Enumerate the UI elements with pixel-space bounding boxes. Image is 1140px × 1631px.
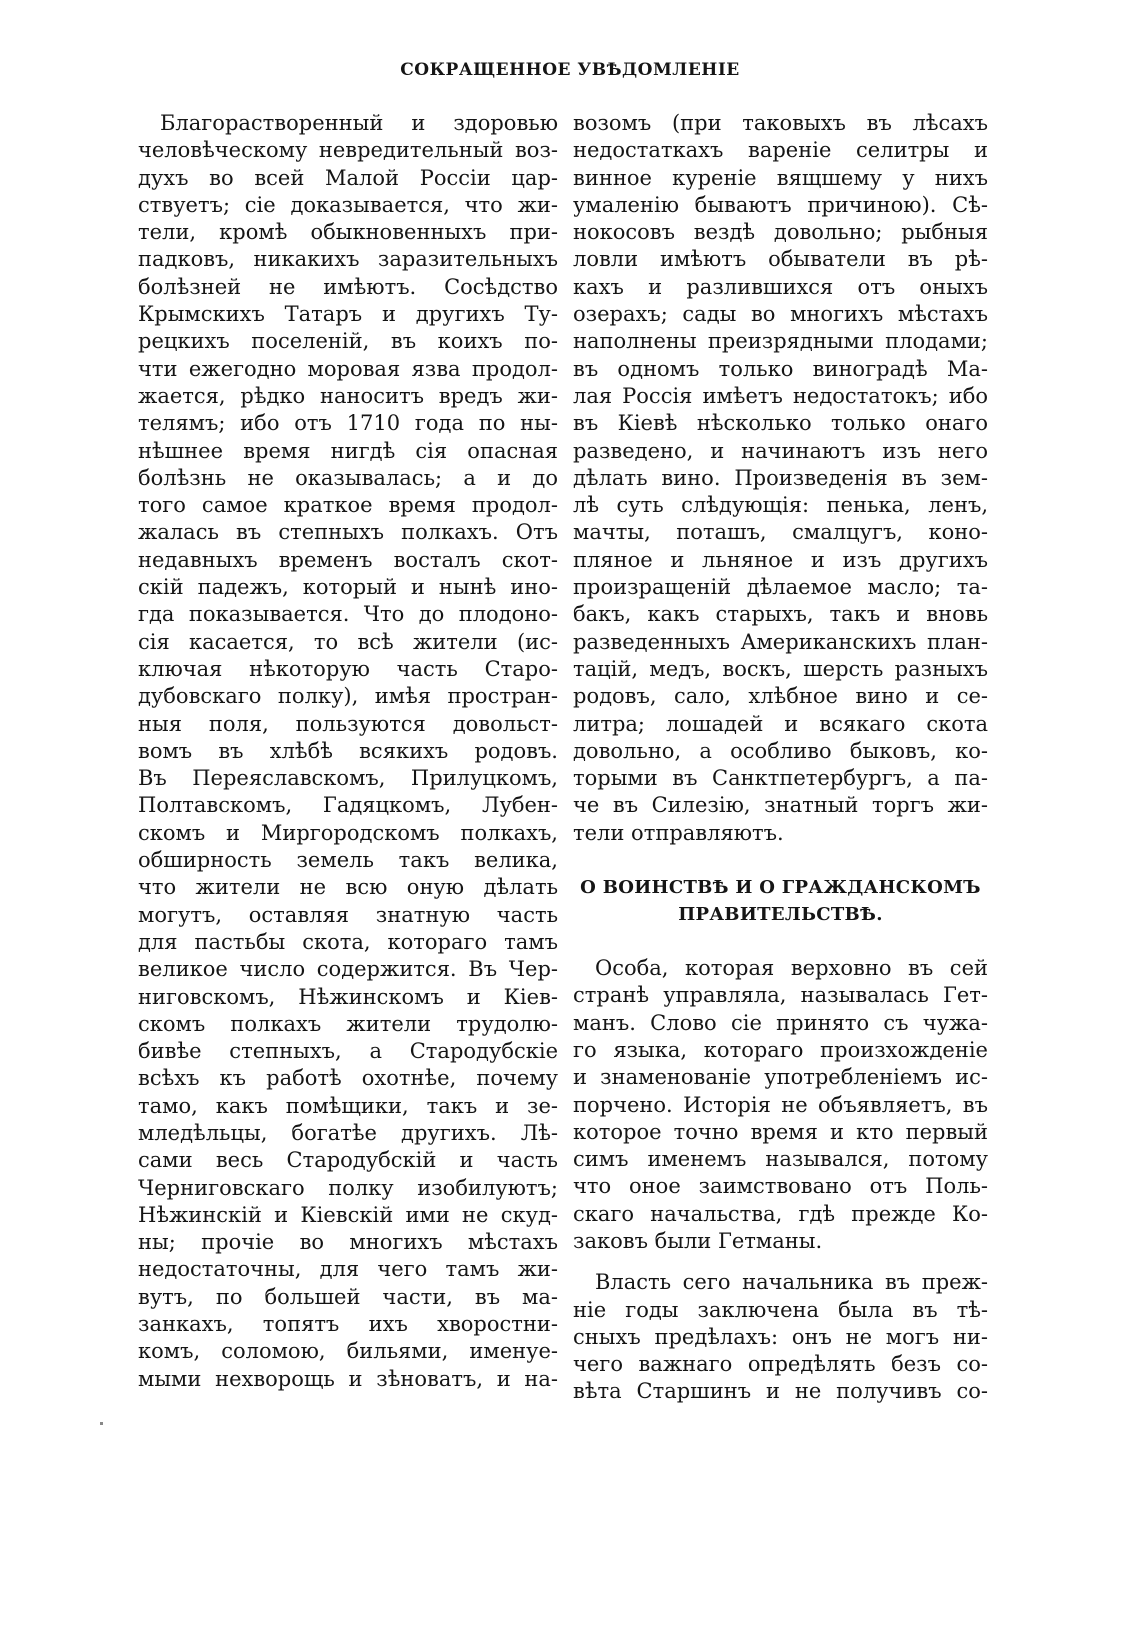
text-line: болѣзнь не оказывалась; а и до: [138, 465, 558, 490]
text-line: порчено. Исторія не объявляетъ, въ: [573, 1092, 988, 1117]
text-line: родовъ, сало, хлѣбное вино и се-: [573, 684, 988, 709]
text-line: мледѣльцы, богатѣе другихъ. Лѣ-: [138, 1120, 558, 1145]
text-line: что жители не всю оную дѣлать: [138, 875, 558, 900]
text-line: наполнены преизрядными плодами;: [573, 329, 988, 354]
text-line: бивѣе степныхъ, а Стародубскіе: [138, 1039, 558, 1064]
text-line: мачты, поташъ, смалцугъ, коно-: [573, 520, 988, 545]
text-line: ловли имѣютъ обыватели въ рѣ-: [573, 247, 988, 272]
text-line: манъ. Слово сіе принято съ чужа-: [573, 1010, 988, 1035]
right-paragraph-1: [573, 110, 988, 847]
text-line: для пастьбы скота, котораго тамъ: [138, 929, 558, 954]
text-line: сныхъ предѣлахъ: онъ не могъ ни-: [573, 1324, 988, 1349]
text-line: дубовскаго полку), имѣя простран-: [138, 684, 558, 709]
text-line: кахъ и разлившихся отъ оныхъ: [573, 274, 988, 299]
text-line: болѣзней не имѣютъ. Сосѣдство: [138, 274, 558, 299]
text-line: скомъ и Миргородскомъ полкахъ,: [138, 820, 558, 845]
scan-speck: [100, 1422, 103, 1425]
text-line: нокосовъ вездѣ довольно; рыбныя: [573, 220, 988, 245]
section-heading-line-2: ПРАВИТЕЛЬСТВѢ.: [678, 904, 883, 926]
text-line: бакъ, какъ старыхъ, такъ и вновь: [573, 602, 988, 627]
text-line: скаго начальства, гдѣ прежде Ко-: [573, 1201, 988, 1226]
text-line: че въ Силезію, знатный торгъ жи-: [573, 793, 988, 818]
text-line: что оное заимствовано отъ Поль-: [573, 1174, 988, 1199]
text-line: мыми нехворощь и зѣноватъ, и на-: [138, 1366, 558, 1391]
text-line: нѣшнее время нигдѣ сія опасная: [138, 438, 558, 463]
text-line: падковъ, никакихъ заразительныхъ: [138, 247, 558, 272]
text-line: занкахъ, топятъ ихъ хворостни-: [138, 1312, 558, 1337]
text-line: въ Кіевѣ нѣсколько только онаго: [573, 411, 988, 436]
text-line: тели, кромѣ обыкновенныхъ при-: [138, 220, 558, 245]
text-line: умаленію бываютъ причиною). Сѣ-: [573, 192, 988, 217]
text-line: пляное и льняное и изъ другихъ: [573, 547, 988, 572]
text-line: въ одномъ только виноградѣ Ма-: [573, 356, 988, 381]
text-line: рецкихъ поселеній, въ коихъ по-: [138, 329, 558, 354]
text-line: ны; прочіе во многихъ мѣстахъ: [138, 1230, 558, 1255]
text-line: литра; лошадей и всякаго скота: [573, 711, 988, 736]
text-line: могутъ, оставляя знатную часть: [138, 902, 558, 927]
text-line: Полтавскомъ, Гадяцкомъ, Лубен-: [138, 793, 558, 818]
left-column: [138, 110, 558, 1393]
text-line: сами весь Стародубскій и часть: [138, 1148, 558, 1173]
text-line: озерахъ; сады во многихъ мѣстахъ: [573, 302, 988, 327]
text-line: Особа, которая верховно въ сей: [595, 956, 988, 981]
text-line: скомъ полкахъ жители трудолю-: [138, 1011, 558, 1036]
text-line: сія касается, то всѣ жители (ис-: [138, 629, 558, 654]
text-line: комъ, соломою, бильями, именуе-: [138, 1339, 558, 1364]
text-line: го языка, котораго произхожденіе: [573, 1037, 988, 1062]
text-line: разведено, и начинаютъ изъ него: [573, 438, 988, 463]
text-line: и знаменованіе употребленіемъ ис-: [573, 1065, 988, 1090]
text-line: Крымскихъ Татаръ и другихъ Ту-: [138, 302, 558, 327]
section-heading-line-1: О ВОИНСТВѢ И О ГРАЖДАНСКОМЪ: [580, 877, 981, 899]
right-paragraph-3: [573, 1269, 988, 1405]
running-head: СОКРАЩЕННОЕ УВѢДОМЛЕНІЕ: [400, 60, 740, 80]
text-line: винное куреніе вящшему у нихъ: [573, 165, 988, 190]
text-line: ниговскомъ, Нѣжинскомъ и Кіев-: [138, 984, 558, 1009]
text-line: Власть сего начальника въ преж-: [595, 1270, 988, 1295]
text-line: симъ именемъ назывался, потому: [573, 1147, 988, 1172]
text-line: обширность земель такъ велика,: [138, 848, 558, 873]
text-line: разведенныхъ Американскихъ план-: [573, 629, 988, 654]
text-line: чти ежегодно моровая язва продол-: [138, 356, 558, 381]
text-line: странѣ управляла, называлась Гет-: [573, 983, 988, 1008]
right-paragraph-2: [573, 955, 988, 1255]
text-line: жается, рѣдко наноситъ вредъ жи-: [138, 383, 558, 408]
text-line: недостаткахъ вареніе селитры и: [573, 138, 988, 163]
text-line: тели отправляютъ.: [573, 820, 784, 845]
right-column: [573, 110, 988, 1406]
text-line: великое число содержится. Въ Чер-: [138, 957, 558, 982]
text-line: тамо, какъ помѣщики, такъ и зе-: [138, 1093, 558, 1118]
text-line: лѣ суть слѣдующія: пенька, ленъ,: [573, 493, 988, 518]
text-line: духъ во всей Малой Россіи цар-: [138, 165, 558, 190]
text-line: того самое краткое время продол-: [138, 493, 558, 518]
text-line: торыми въ Санктпетербургъ, а па-: [573, 766, 988, 791]
text-line: ныя поля, пользуются довольст-: [138, 711, 558, 736]
text-line: телямъ; ибо отъ 1710 года по ны-: [138, 411, 558, 436]
text-line: ніе годы заключена была въ тѣ-: [573, 1297, 988, 1322]
text-line: лая Россія имѣетъ недостатокъ; ибо: [573, 383, 988, 408]
text-line: Благорастворенный и здоровью: [160, 111, 558, 135]
text-line: недостаточны, для чего тамъ жи-: [138, 1257, 558, 1282]
text-line: чего важнаго опредѣлять безъ со-: [573, 1352, 988, 1377]
text-line: Въ Переяславскомъ, Прилуцкомъ,: [138, 766, 558, 791]
text-line: вомъ въ хлѣбѣ всякихъ родовъ.: [138, 738, 558, 763]
text-line: вѣта Старшинъ и не получивъ со-: [573, 1379, 988, 1404]
text-line: всѣхъ къ работѣ охотнѣе, почему: [138, 1066, 558, 1091]
text-line: возомъ (при таковыхъ въ лѣсахъ: [573, 111, 988, 135]
text-line: дѣлать вино. Произведенія въ зем-: [573, 465, 988, 490]
text-line: недавныхъ временъ восталъ скот-: [138, 547, 558, 572]
text-line: произращеній дѣлаемое масло; та-: [573, 575, 988, 600]
text-line: гда показывается. Что до плодоно-: [138, 602, 558, 627]
text-line: жалась въ степныхъ полкахъ. Отъ: [138, 520, 558, 545]
text-line: человѣческому невредительный воз-: [138, 138, 558, 163]
text-line: скій падежъ, который и нынѣ ино-: [138, 575, 558, 600]
text-line: ствуетъ; сіе доказывается, что жи-: [138, 192, 558, 217]
text-line: вутъ, по большей части, въ ма-: [138, 1284, 558, 1309]
text-line: Нѣжинскій и Кіевскій ими не скуд-: [138, 1202, 558, 1227]
text-line: тацій, медъ, воскъ, шерсть разныхъ: [573, 656, 988, 681]
text-line: которое точно время и кто первый: [573, 1119, 988, 1144]
text-line: ключая нѣкоторую часть Старо-: [138, 656, 558, 681]
text-line: Черниговскаго полку изобилуютъ;: [138, 1175, 558, 1200]
text-line: заковъ были Гетманы.: [573, 1228, 823, 1253]
text-line: довольно, а особливо быковъ, ко-: [573, 738, 988, 763]
